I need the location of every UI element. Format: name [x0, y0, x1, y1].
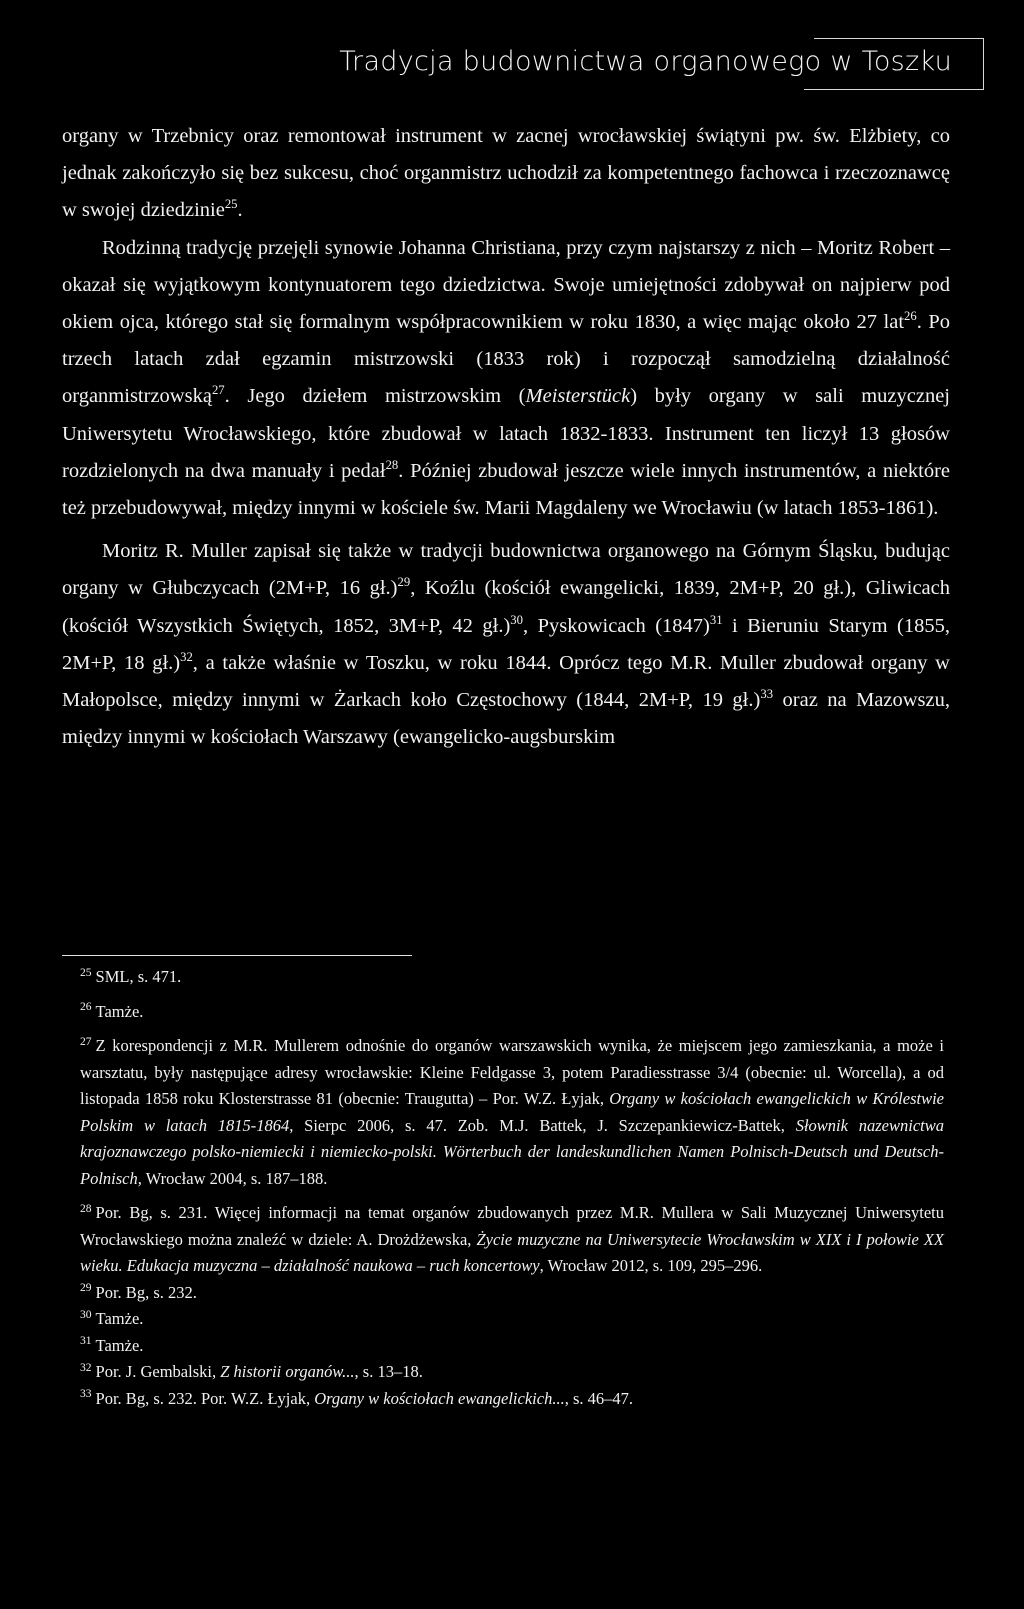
footnote-ref[interactable]: 33: [760, 687, 774, 702]
header-rule: [983, 38, 984, 90]
footnote-ref[interactable]: 29: [397, 575, 411, 590]
footnote: $^{29}$ Por. Bg, s. 232.: [80, 1282, 197, 1302]
footnote-ref[interactable]: 31: [709, 612, 723, 627]
paragraph: organy w Trzebnicy oraz remontował instrument w zacnej wrocławskiej świątyni pw. św. Elżbiety, co jednak zakończyło się bez sukcesu, choć organmistrz uchodził za kompetentnego fachowca i rzeczoznawcę w swojej dziedzinie$^{25}$.: [62, 125, 950, 222]
footnote: $^{30}$ Tamże.: [80, 1308, 144, 1328]
footnote: $^{31}$ Tamże.: [80, 1335, 144, 1355]
paragraph: Moritz R. Muller zapisał się także w tradycji budownictwa organowego na Górnym Śląsku, budując organy w Głubczycach (2M+P, 16 gł.)$^{29}$, Koźlu (kościół ewangelicki, 1839, 2M+P, 20 gł.), Gliwicach (kościół Wszystkich Świętych, 1852, 3M+P, 42 gł.)$^{30}$, Pyskowicach $(1847)^{31}$ i Bieruniu Starym (1855, 2M+P, 18 gł.)$^{32}$, a także właśnie w Toszku, w roku 1844. Oprócz tego M.R. Muller zbudował organy w Małopolsce, między innymi w Żarkach koło Częstochowy (1844, 2M+P, 19 gł.)$^{33}$ oraz na Mazowszu, między innymi w kościołach Warszawy (ewangelicko-augsburskim: [62, 540, 950, 749]
main-text: [62, 118, 950, 756]
footnote-ref[interactable]: 30: [510, 612, 523, 627]
footnote-ref[interactable]: 32: [180, 650, 193, 665]
footnote: $^{25}$ SML, s. 471.: [80, 966, 182, 986]
header-rule: [814, 38, 984, 39]
paragraph: Rodzinną tradycję przejęli synowie Johanna Christiana, przy czym najstarszy z nich – Moritz Robert – okazał się wyjątkowym kontynuatorem tego dziedzictwa. Swoje umiejętności zdobywał on najpierw pod okiem ojca, którego stał się formalnym współpracownikiem w roku 1830, a więc mając około 27 lat$^{26}$. Po trzech latach zdał egzamin mistrzowski (1833 rok) i rozpoczął samodzielną działalność organmistrzowską$^{27}$. Jego dziełem mistrzowskim (Meisterstück) były organy w sali muzycznej Uniwersytetu Wrocławskiego, które zbudował w latach 1832-1833. Instrument ten liczył 13 głosów rozdzielonych na dwa manuały i pedał$^{28}$. Później zbudował jeszcze wiele innych instrumentów, a niektóre też przebudowywał, między innymi w kościele św. Marii Magdaleny we Wrocławiu (w latach 1853-1861).: [62, 236, 951, 520]
footnote-ref[interactable]: 26: [904, 309, 917, 324]
footnote: $^{28}$ Por. Bg, s. 231. Więcej informacji na temat organów zbudowanych przez M.R. Mullera w Sali Muzycznej Uniwersytetu Wrocławskiego można znaleźć w dziele: A. Drożdżewska, Życie muzyczne na Uniwersytecie Wrocławskim w XIX i I połowie XX wieku. Edukacja muzyczna – działalność naukowa – ruch koncertowy, Wrocław 2012, s. 109, 295–296.: [80, 1202, 944, 1275]
footnote-ref[interactable]: 25: [224, 197, 238, 212]
running-header: [0, 32, 1024, 92]
footnote: $^{32}$ Por. J. Gembalski, Z historii organów..., s. 13–18.: [80, 1361, 423, 1381]
footnote-ref[interactable]: 27: [211, 383, 225, 398]
header-rule: [804, 89, 984, 90]
running-header-title: Tradycja budownictwa organowego w Toszku: [339, 46, 952, 77]
footnote-separator: [62, 955, 412, 956]
footnote: $^{26}$ Tamże.: [80, 1001, 144, 1021]
footnote-ref[interactable]: 28: [385, 458, 399, 472]
footnote: $^{33}$ Por. Bg, s. 232. Por. W.Z. Łyjak, Organy w kościołach ewangelickich..., s. 46–47.: [80, 1388, 633, 1408]
footnotes: [80, 964, 944, 1412]
footnote: $^{27}$ Z korespondencji z M.R. Mullerem odnośnie do organów warszawskich wynika, że miejscem jego zamieszkania, a może i warsztatu, były następujące adresy wrocławskie: Kleine Feldgasse 3, potem Paradiesstrasse 3/4 (obecnie: ul. Worcella), a od listopada 1858 roku Klosterstrasse 81 (obecnie: Traugutta) – Por. W.Z. Łyjak, Organy w kościołach ewangelickich w Królestwie Polskim w latach 1815-1864, Sierpc 2006, s. 47. Zob. M.J. Battek, J. Szczepankiewicz-Battek, Słownik nazewnictwa krajoznawczego polsko-niemiecki i niemiecko-polski. Wörterbuch der landeskundlichen Namen Polnisch-Deutsch und Deutsch-Polnisch, Wrocław 2004, s. 187–188.: [80, 1035, 944, 1188]
